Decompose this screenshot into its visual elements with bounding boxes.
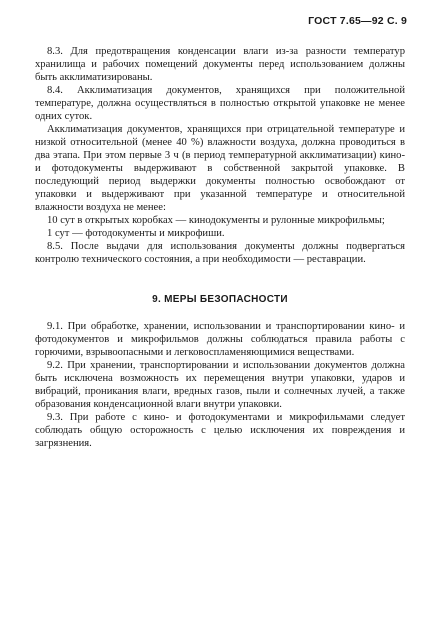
- paragraph-acclimatization: Акклиматизация документов, хранящихся при отрицательной температуре и низкой относительной (менее 40 %) влажности воздуха, должна проводиться в два этапа. При этом первые 3 ч (в период температурной акклиматизации) кино- и фотодокументы выдерживают в собственной закрытой упаковке. В последующий период выдержки документы полностью освобождают от упаковки и выдерживают при указанной температуре и относительной влажности воздуха не менее:: [35, 124, 405, 213]
- paragraph-8-3: 8.3. Для предотвращения конденсации влаги из-за разности температур хранилища и рабочих помещений документы перед использованием должны быть акклиматизированы.: [35, 46, 405, 83]
- paragraph-9-1: 9.1. При обработке, хранении, использовании и транспортировании кино- и фотодокументов и микрофильмов должны соблюдаться правила работы с горючими, взрывоопасными и легковоспламеняющимися веществами.: [35, 321, 405, 358]
- paragraph-9-3: 9.3. При работе с кино- и фотодокументами и микрофильмами следует соблюдать общую осторожность с целью исключения их повреждения и загрязнения.: [35, 412, 405, 449]
- page-header: ГОСТ 7.65—92 С. 9: [308, 15, 407, 27]
- paragraph-1-day: 1 сут — фотодокументы и микрофиши.: [47, 228, 225, 239]
- section-heading: 9. МЕРЫ БЕЗОПАСНОСТИ: [152, 294, 288, 305]
- paragraph-9-2: 9.2. При хранении, транспортировании и использовании документов должна быть исключена возможность их перемещения внутри упаковки, ударов и вибраций, проникания влаги, вредных газов, пыли и солнечных лучей, а также образования конденсационной влаги внутри упаковки.: [35, 360, 405, 410]
- page-body: [35, 45, 405, 450]
- paragraph-8-4: 8.4. Акклиматизация документов, хранящихся при положительной температуре, должна осуществляться в полностью открытой упаковке не менее одних суток.: [35, 85, 405, 122]
- paragraph-10-days: 10 сут в открытых коробках — кинодокументы и рулонные микрофильмы;: [47, 215, 385, 226]
- paragraph-8-5: 8.5. После выдачи для использования документы должны подвергаться контролю технического состояния, а при необходимости — реставрации.: [35, 241, 405, 265]
